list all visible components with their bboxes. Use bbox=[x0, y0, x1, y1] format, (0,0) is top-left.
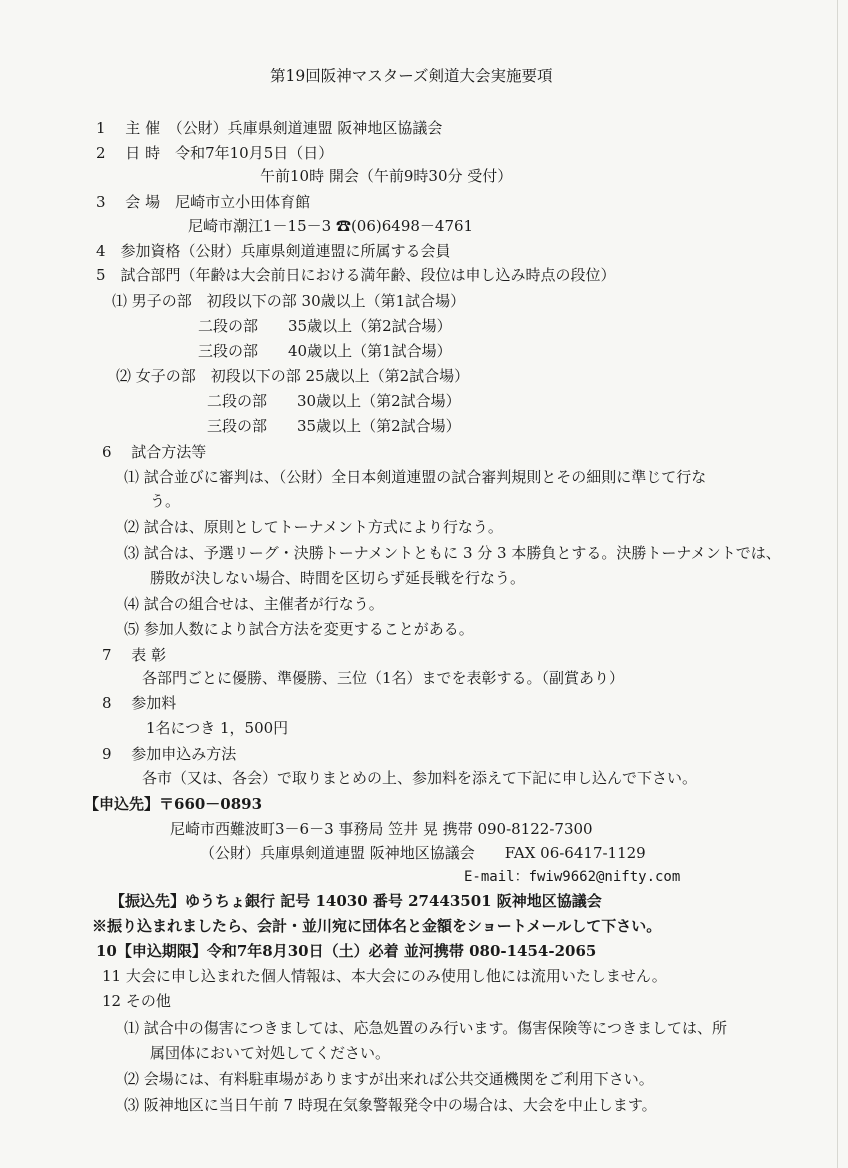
line-apply: 各市（又は、各会）で取りまとめの上、参加料を添えて下記に申し込んで下さい。 bbox=[142, 769, 698, 787]
line-organizer: 1 主 催 （公財）兵庫県剣道連盟 阪神地区協議会 bbox=[96, 119, 443, 137]
line-divisions: 5 試合部門（年齢は大会前日における満年齢、段位は申し込み時点の段位） bbox=[96, 266, 616, 284]
line-method-2: ⑵ 試合は、原則としてトーナメント方式により行なう。 bbox=[124, 518, 503, 536]
line-office-fax: （公財）兵庫県剣道連盟 阪神地区協議会 FAX 06-6417-1129 bbox=[200, 844, 646, 862]
line-other-1-cont: 属団体において対処してください。 bbox=[150, 1044, 391, 1062]
line-award: 各部門ごとに優勝、準優勝、三位（1名）までを表彰する。（副賞あり） bbox=[142, 669, 625, 687]
line-method-1-cont: う。 bbox=[150, 492, 181, 510]
line-method-4: ⑷ 試合の組合せは、主催者が行なう。 bbox=[124, 595, 384, 613]
line-apply-heading: 9 参加申込み方法 bbox=[102, 745, 237, 763]
line-women-sandan: 三段の部 35歳以上（第2試合場） bbox=[207, 417, 461, 435]
line-eligibility: 4 参加資格（公財）兵庫県剣道連盟に所属する会員 bbox=[96, 242, 451, 260]
line-transfer-note: ※振り込まれましたら、会計・並川宛に団体名と金額をショートメールして下さい。 bbox=[92, 917, 662, 935]
line-date: 2 日 時 令和7年10月5日（日） bbox=[96, 144, 334, 162]
line-women-shodan: ⑵ 女子の部 初段以下の部 25歳以上（第2試合場） bbox=[116, 367, 470, 385]
line-other-1: ⑴ 試合中の傷害につきましては、応急処置のみ行います。傷害保険等につきましては、所 bbox=[124, 1019, 727, 1037]
line-fee: 1名につき 1，500円 bbox=[146, 719, 289, 737]
line-method-3-cont: 勝敗が決しない場合、時間を区切らず延長戦を行なう。 bbox=[150, 569, 526, 587]
paper-edge bbox=[837, 0, 838, 1168]
line-other-2: ⑵ 会場には、有料駐車場がありますが出来れば公共交通機関をご利用下さい。 bbox=[124, 1070, 654, 1088]
line-transfer: 【振込先】ゆうちょ銀行 記号 14030 番号 27443501 阪神地区協議会 bbox=[110, 892, 602, 910]
line-method-5: ⑸ 参加人数により試合方法を変更することがある。 bbox=[124, 620, 474, 638]
line-men-nidan: 二段の部 35歳以上（第2試合場） bbox=[198, 317, 452, 335]
line-privacy: 11 大会に申し込まれた個人情報は、本大会にのみ使用し他には流用いたしません。 bbox=[102, 967, 667, 985]
line-award-heading: 7 表 彰 bbox=[102, 646, 167, 664]
line-venue: 3 会 場 尼崎市立小田体育館 bbox=[96, 193, 311, 211]
line-method-heading: 6 試合方法等 bbox=[102, 443, 207, 461]
line-deadline: 10【申込期限】令和7年8月30日（土）必着 並河携帯 080-1454-2065 bbox=[96, 942, 597, 960]
line-apply-to: 【申込先】〒660－0893 bbox=[84, 795, 263, 813]
line-other-heading: 12 その他 bbox=[102, 992, 171, 1010]
line-method-1: ⑴ 試合並びに審判は、（公財）全日本剣道連盟の試合審判規則とその細則に準じて行な bbox=[124, 468, 707, 486]
document-title: 第19回阪神マスターズ剣道大会実施要項 bbox=[270, 67, 553, 85]
line-email: E-mail：fwiw9662@nifty.com bbox=[464, 869, 681, 885]
line-men-sandan: 三段の部 40歳以上（第1試合場） bbox=[198, 342, 452, 360]
line-men-shodan: ⑴ 男子の部 初段以下の部 30歳以上（第1試合場） bbox=[112, 292, 466, 310]
line-other-3: ⑶ 阪神地区に当日午前 7 時現在気象警報発令中の場合は、大会を中止します。 bbox=[124, 1096, 657, 1114]
line-time: 午前10時 開会（午前9時30分 受付） bbox=[260, 167, 513, 185]
line-method-3: ⑶ 試合は、予選リーグ・決勝トーナメントともに 3 分 3 本勝負とする。決勝トーナメントでは、 bbox=[124, 544, 781, 562]
line-venue-address: 尼崎市潮江1－15－3 ☎(06)6498－4761 bbox=[188, 217, 474, 235]
line-office-address: 尼崎市西難波町3－6－3 事務局 笠井 晃 携帯 090-8122-7300 bbox=[170, 820, 593, 838]
line-fee-heading: 8 参加料 bbox=[102, 694, 177, 712]
line-women-nidan: 二段の部 30歳以上（第2試合場） bbox=[207, 392, 461, 410]
